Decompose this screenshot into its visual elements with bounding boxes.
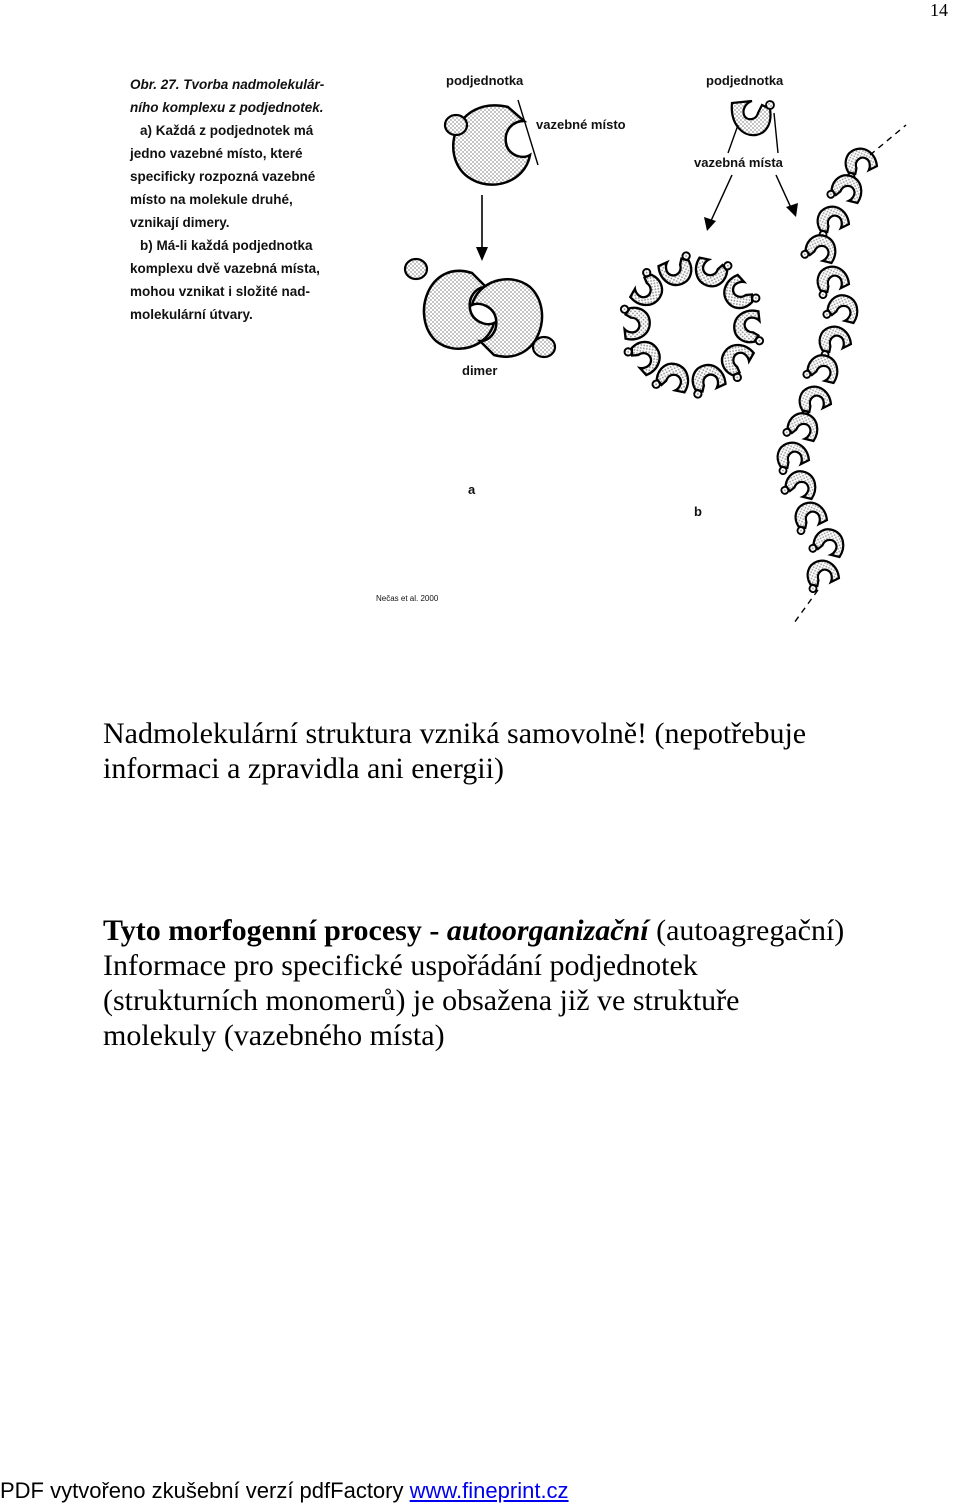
subunit-shape (813, 322, 853, 359)
figure-caption-title: Obr. 27. Tvorba nadmolekulár- (130, 77, 325, 92)
subunit-shape (782, 409, 822, 446)
paragraph-2-rest: (autoagregační) (648, 914, 845, 947)
paragraph-2 (103, 913, 943, 1053)
subunit-shape (621, 306, 650, 340)
label-binding-site: vazebné místo (536, 117, 626, 132)
arrow-to-chain (776, 175, 792, 210)
subunit-shape (801, 556, 841, 593)
paragraph-2-line-3: (strukturních monomerů) je obsažena již ve struktuře (103, 984, 740, 1017)
figure-caption-line: molekulární útvary. (130, 307, 253, 322)
subunit-shape (811, 202, 851, 239)
figure-illustration (110, 55, 930, 630)
figure-caption-line: komplexu dvě vazebná místa, (130, 261, 320, 276)
subunit-shape (445, 105, 530, 184)
subunit-shape (808, 525, 848, 562)
figure-caption-title-2: ního komplexu z podjednotek. (130, 100, 324, 115)
label-subunit-a: podjednotka (446, 73, 524, 88)
subunit-shape (826, 171, 866, 208)
paragraph-2-line-2: Informace pro specifické uspořádání podjednotek (103, 949, 698, 982)
figure-caption-line: vznikají dimery. (130, 215, 230, 230)
label-dimer: dimer (462, 363, 498, 378)
ring-complex (621, 251, 763, 398)
dimer-shape (405, 259, 555, 357)
paragraph-2-term: autoorganizační (446, 914, 649, 947)
subunit-shape (822, 291, 862, 328)
chain-continuation-bottom (794, 590, 818, 623)
subunit-two-sites-shape (732, 101, 774, 135)
subunit-shape (800, 231, 840, 268)
paragraph-2-bold: Tyto morfogenní procesy - (103, 914, 447, 947)
label-binding-sites: vazebná místa (694, 155, 783, 170)
arrow-head-icon (476, 247, 488, 261)
subunit-shape (802, 351, 842, 388)
label-subunit-b: podjednotka (706, 73, 784, 88)
subunit-shape (687, 361, 728, 399)
paragraph-1-line-2: informaci a zpravidla ani energii) (103, 752, 504, 785)
paragraph-1-line-1: Nadmolekulární struktura vzniká samovolně! (nepotřebuje (103, 717, 807, 750)
arrow-head-icon (704, 217, 716, 231)
figure-caption-line: specificky rozpozná vazebné (130, 169, 316, 184)
page-number: 14 (930, 0, 948, 20)
figure-caption-line: jedno vazebné místo, které (130, 146, 303, 161)
figure-credit: Nečas et al. 2000 (376, 594, 439, 603)
subunit-shape (734, 311, 763, 345)
arrow-to-ring (710, 175, 732, 223)
subunit-shape (811, 262, 851, 299)
paragraph-1 (103, 716, 943, 786)
figure-caption-line: a) Každá z podjednotek má (140, 123, 314, 138)
arrow-head-icon (786, 203, 798, 217)
binding-site-pointer (728, 125, 738, 153)
footer-text: PDF vytvořeno zkušební verzí pdfFactory (0, 1478, 410, 1503)
figure-subunit-assembly (110, 55, 930, 630)
figure-caption-line: místo na molekule druhé, (130, 192, 293, 207)
label-b: b (694, 504, 702, 519)
figure-caption-line: mohou vznikat i složité nad- (130, 284, 311, 299)
chain-complex (771, 144, 879, 593)
chain-continuation-top (870, 125, 906, 155)
footer-link[interactable]: www.fineprint.cz (409, 1478, 569, 1503)
figure-caption-line: b) Má-li každá podjednotka (140, 238, 313, 253)
label-a: a (468, 482, 476, 497)
subunit-shape (771, 438, 811, 475)
paragraph-2-line-4: molekuly (vazebného místa) (103, 1019, 445, 1052)
footer (0, 1476, 960, 1506)
binding-site-pointer (774, 113, 778, 153)
subunit-shape (656, 251, 697, 289)
